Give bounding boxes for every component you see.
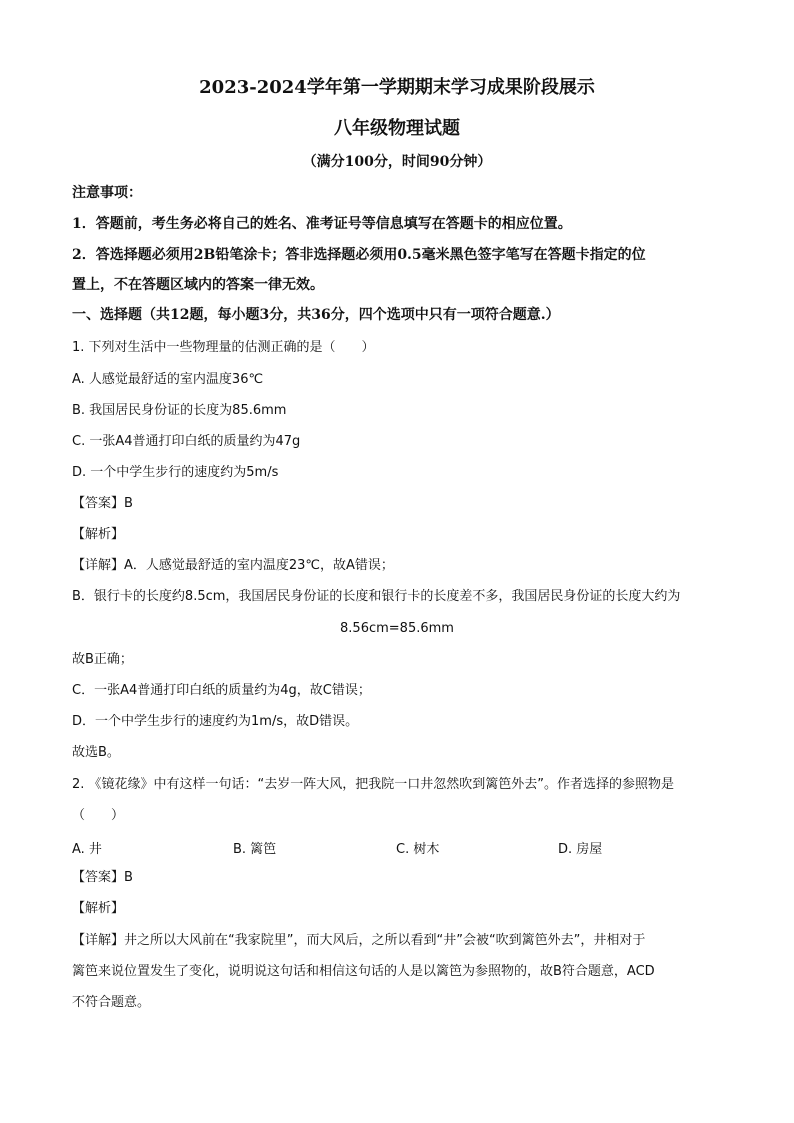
q1-option-c: C. 一张A4普通打印白纸的质量约为47g	[72, 434, 301, 449]
q1-detail-d: D．一个中学生步行的速度约为1m/s，故D错误。	[72, 714, 359, 729]
q2-detail-line-2: 篱笆来说位置发生了变化，说明说这句话和相信这句话的人是以篱笆为参照物的，故B符合题意，ACD	[72, 964, 655, 979]
q1-stem: 1. 下列对生活中一些物理量的估测正确的是（ ）	[72, 340, 375, 355]
q1-formula: 8.56cm=85.6mm	[340, 621, 454, 636]
q2-detail-line-1: 【详解】井之所以大风前在“我家院里”，而大风后，之所以看到“井”会被“吹到篱笆外去”，井相对于	[72, 933, 646, 948]
instruction-item-2-line-1: 2．答选择题必须用2B铅笔涂卡；答非选择题必须用0.5毫米黑色签字笔写在答题卡指定的位	[72, 247, 646, 263]
exam-score-time-note: （满分100分，时间90分钟）	[302, 154, 492, 170]
q2-option-c: C. 树木	[396, 842, 440, 857]
q2-answer: 【答案】B	[72, 870, 133, 885]
q2-detail-line-3: 不符合题意。	[72, 995, 151, 1010]
q1-analysis-label: 【解析】	[72, 527, 125, 542]
q2-analysis-label: 【解析】	[72, 901, 125, 916]
q2-option-b: B. 篱笆	[233, 842, 277, 857]
instructions-heading: 注意事项：	[72, 185, 142, 201]
instruction-item-1: 1．答题前，考生务必将自己的姓名、准考证号等信息填写在答题卡的相应位置。	[72, 216, 572, 232]
exam-title: 2023-2024学年第一学期期末学习成果阶段展示	[199, 77, 595, 98]
q1-answer: 【答案】B	[72, 496, 133, 511]
q1-option-b: B. 我国居民身份证的长度为85.6mm	[72, 403, 287, 418]
q1-detail-b-line-2: 故B正确；	[72, 652, 133, 667]
q2-option-d: D. 房屋	[558, 842, 603, 857]
section-1-heading: 一、选择题（共12题，每小题3分，共36分，四个选项中只有一项符合题意.）	[72, 307, 560, 323]
q1-detail-c: C．一张A4普通打印白纸的质量约为4g，故C错误；	[72, 683, 371, 698]
q1-conclusion: 故选B。	[72, 745, 120, 760]
exam-subtitle: 八年级物理试题	[334, 118, 460, 139]
q1-option-d: D. 一个中学生步行的速度约为5m/s	[72, 465, 279, 480]
q2-stem-line-2: （ ）	[72, 808, 125, 823]
q2-option-a: A. 井	[72, 842, 102, 857]
q1-detail-b-line-1: B．银行卡的长度约8.5cm，我国居民身份证的长度和银行卡的长度差不多，我国居民身份证的长度大约为	[72, 589, 681, 604]
q1-detail-a: 【详解】A．人感觉最舒适的室内温度23℃，故A错误；	[72, 558, 394, 573]
q1-option-a: A. 人感觉最舒适的室内温度36℃	[72, 372, 264, 387]
instruction-item-2-line-2: 置上，不在答题区域内的答案一律无效。	[72, 277, 324, 293]
q2-stem-line-1: 2. 《镜花缘》中有这样一句话：“去岁一阵大风，把我院一口井忽然吹到篱笆外去”。作者选择的参照物是	[72, 777, 675, 792]
